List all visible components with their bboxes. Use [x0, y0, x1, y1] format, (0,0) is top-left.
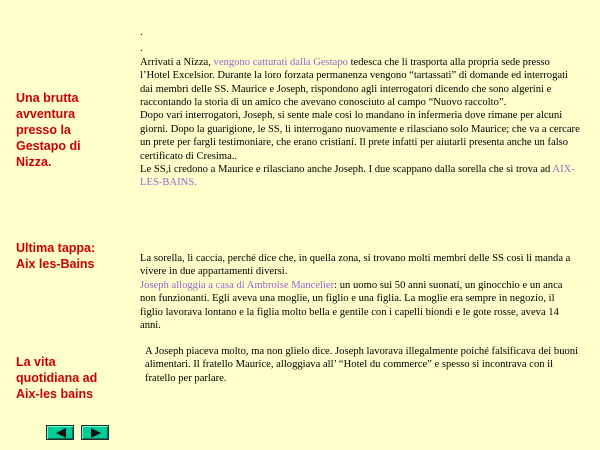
heading-nizza: Una brutta avventura presso la Gestapo di Nizza. — [16, 91, 81, 169]
dot-line: . — [140, 43, 143, 55]
dot-line: . — [140, 27, 143, 38]
aix-les-bains-link[interactable]: AIX-LES-BAINS. — [140, 164, 575, 189]
paragraph-fuga — [140, 163, 580, 190]
paragraph-nizza — [140, 56, 580, 110]
heading-vita: La vita quotidiana ad Aix-les bains — [16, 355, 98, 401]
triangle-right-icon — [90, 428, 102, 438]
next-button[interactable] — [81, 425, 109, 440]
story-paragraph-1 — [140, 26, 580, 190]
paragraph-sorella: La sorella, li caccia, perché dice che, in quella zona, si trovano molti membri delle SS così li manda a vivere in due appartamenti diversi. — [140, 253, 571, 278]
gestapo-link[interactable]: vengono catturati dalla Gestapo — [213, 56, 348, 68]
story-paragraph-2 — [140, 252, 580, 332]
previous-button[interactable] — [46, 425, 74, 440]
mancelier-link[interactable]: Joseph alloggia a casa di Ambroise Mancelier — [140, 279, 335, 291]
paragraph-vita: A Joseph piaceva molto, ma non glielo dice. Joseph lavorava illegalmente poiché falsificava dei buoni alimentari. Il fratello Maurice, alloggiava all’ “Hotel du commerce” e spesso si incontrava con il fratello per parlare. — [145, 346, 579, 384]
text-span: : un uomo sui 50 anni suonati, un ginocchio e un anca non funzionanti. Egli aveva una moglie, un figlio e una figlia. La moglie era sempre in negozio, il figlio lavorava lontano e la figlia molto bella e gentile con i capelli biondi e le gote rosse, aveva 14 anni. — [140, 279, 563, 332]
paragraph-mancelier — [140, 279, 580, 333]
paragraph-infermeria: Dopo vari interrogatori, Joseph, si sente male così lo mandano in infermeria dove rimane per alcuni giorni. Dopo la guarigione, le SS, li interrogano nuovamente e rilasciano solo Maurice; che va a cercare un prete per fargli testimoniare, che erano cristiani. Il prete infatti per aiutarli presenta anche un falso certificato di Cresima.. — [140, 110, 580, 162]
text-span: tedesca che li trasporta alla propria sede presso l’Hotel Excelsior. Durante la loro forzata permanenza vengono “tartassati” di domande ed interrogati dai membri delle SS. Maurice e Joseph, rispondono agli interrogatori dicendo che sono algerini e raccontando la storia di un amico che avevano conosciuto al campo “Nuovo raccolto”. — [140, 56, 568, 109]
heading-aix: Ultima tappa: Aix les-Bains — [16, 241, 96, 271]
text-span: Arrivati a Nizza, — [140, 56, 214, 68]
triangle-left-icon — [55, 428, 67, 438]
text-span: Le SS,i credono a Maurice e rilasciano anche Joseph. I due scappano dalla sorella che si trova ad — [140, 164, 553, 176]
story-paragraph-3 — [145, 345, 585, 385]
